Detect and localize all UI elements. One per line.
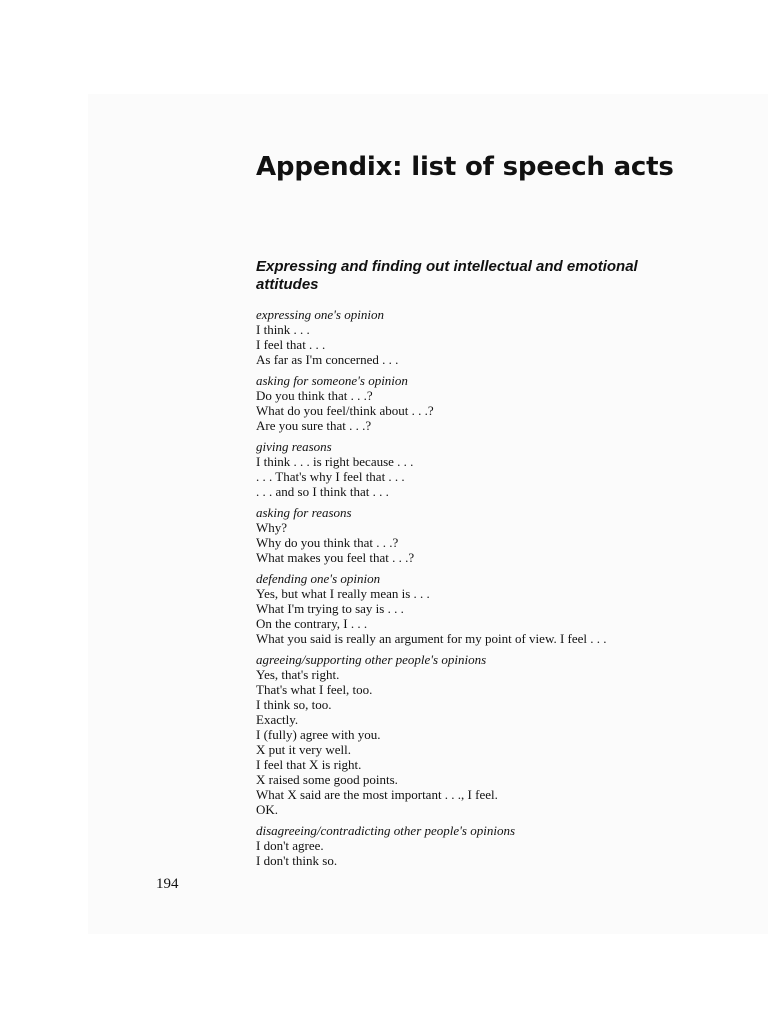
speech-act-expressing-opinion (256, 307, 736, 367)
example-phrase: I think so, too. (256, 697, 332, 712)
speech-act-label: asking for someone's opinion (256, 373, 408, 388)
section-heading: Expressing and finding out intellectual and emotional attitudes (256, 258, 638, 293)
example-phrase: What you said is really an argument for my point of view. I feel . . . (256, 631, 607, 646)
page-number: 194 (156, 876, 179, 892)
speech-act-agreeing (256, 652, 736, 817)
speech-act-label: agreeing/supporting other people's opinions (256, 652, 487, 667)
example-phrase: I don't agree. (256, 838, 324, 853)
example-phrase: . . . That's why I feel that . . . (256, 469, 405, 484)
example-phrase: Yes, but what I really mean is . . . (256, 586, 430, 601)
speech-act-asking-opinion (256, 373, 736, 433)
example-phrase: I think . . . (256, 322, 310, 337)
example-phrase: Why do you think that . . .? (256, 535, 399, 550)
speech-act-label: asking for reasons (256, 505, 352, 520)
speech-act-defending-opinion (256, 571, 736, 646)
example-phrase: I (fully) agree with you. (256, 727, 381, 742)
example-phrase: What X said are the most important . . ., I feel. (256, 787, 498, 802)
example-phrase: Are you sure that . . .? (256, 418, 372, 433)
example-phrase: What I'm trying to say is . . . (256, 601, 404, 616)
speech-act-list (256, 307, 736, 874)
example-phrase: I feel that X is right. (256, 757, 362, 772)
example-phrase: Do you think that . . .? (256, 388, 373, 403)
speech-act-label: giving reasons (256, 439, 332, 454)
example-phrase: I feel that . . . (256, 337, 326, 352)
example-phrase: . . . and so I think that . . . (256, 484, 389, 499)
speech-act-label: expressing one's opinion (256, 307, 384, 322)
speech-act-asking-reasons (256, 505, 736, 565)
chapter-title: Appendix: list of speech acts (256, 152, 674, 182)
example-phrase: What do you feel/think about . . .? (256, 403, 434, 418)
example-phrase: Why? (256, 520, 288, 535)
speech-act-label: defending one's opinion (256, 571, 381, 586)
example-phrase: On the contrary, I . . . (256, 616, 368, 631)
example-phrase: I don't think so. (256, 853, 338, 868)
example-phrase: Exactly. (256, 712, 299, 727)
speech-act-label: disagreeing/contradicting other people's opinions (256, 823, 516, 838)
example-phrase: As far as I'm concerned . . . (256, 352, 399, 367)
example-phrase: That's what I feel, too. (256, 682, 373, 697)
example-phrase: Yes, that's right. (256, 667, 340, 682)
speech-act-giving-reasons (256, 439, 736, 499)
speech-act-disagreeing (256, 823, 736, 868)
example-phrase: I think . . . is right because . . . (256, 454, 414, 469)
example-phrase: X put it very well. (256, 742, 351, 757)
example-phrase: OK. (256, 802, 279, 817)
example-phrase: What makes you feel that . . .? (256, 550, 415, 565)
example-phrase: X raised some good points. (256, 772, 398, 787)
